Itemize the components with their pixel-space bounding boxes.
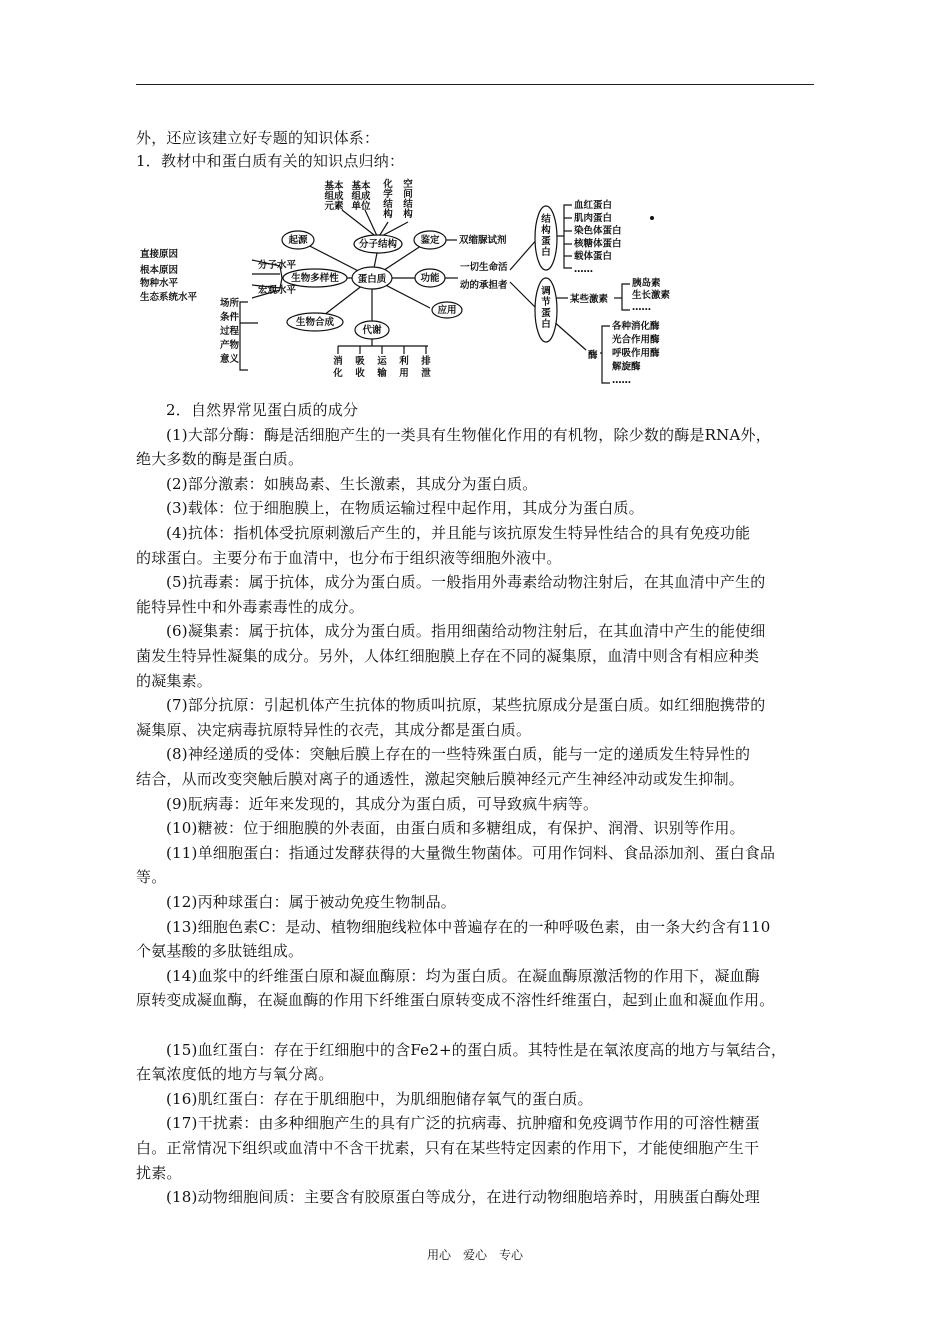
enzyme-item-5: …… (612, 375, 631, 386)
footer-slogan: 用心 爱心 专心 (426, 1248, 523, 1262)
metabolism-column-3: 运 (377, 356, 387, 367)
bearer-line-1: 一切生命活 (460, 262, 508, 273)
identify-label: 鉴定 (420, 235, 440, 246)
structural-protein-label: 构 (541, 225, 551, 236)
synthesis-item-2: 条件 (220, 312, 240, 323)
some-hormones-label: 某些激素 (570, 294, 609, 305)
top-column-3: 构 (383, 209, 393, 220)
paragraph-1-line-1: 2．自然界常见蛋白质的成分 (166, 401, 359, 419)
top-column-3: 学 (383, 189, 393, 200)
top-column-2: 组成 (351, 191, 371, 202)
paragraph-16-line-1: (15)血红蛋白：存在于红细胞中的含Fe2+的蛋白质。其特性是在氧浓度高的地方与氧结合， (166, 1041, 787, 1059)
left-label-4: 生态系统水平 (140, 292, 198, 303)
structural-item-6: …… (574, 264, 593, 275)
paragraph-9-line-2: 结合，从而改变突触后膜对离子的通透性，激起突触后膜神经元产生神经冲动或发生抑制。 (136, 770, 745, 788)
enzyme-item-2: 光合作用酶 (612, 334, 660, 346)
structural-item-3: 染色体蛋白 (574, 225, 622, 237)
top-column-3: 结 (383, 199, 393, 210)
section-heading: 1．教材中和蛋白质有关的知识点归纳： (136, 152, 405, 170)
structural-item-4: 核糖体蛋白 (574, 238, 622, 250)
paragraph-6-line-2: 能特异性中和外毒素毒性的成分。 (136, 598, 365, 616)
regulatory-protein-label: 蛋 (541, 308, 551, 319)
structural-item-5: 载体蛋白 (574, 251, 613, 263)
protein-knowledge-diagram (140, 178, 680, 386)
enzyme-item-1: 各种消化酶 (612, 321, 660, 332)
metabolism-column-4: 用 (399, 368, 409, 379)
paragraph-7-line-3: 的凝集素。 (136, 672, 213, 690)
paragraph-14-line-1: (13)细胞色素C：是动、植物细胞线粒体中普遍存在的一种呼吸色素，由一条大约含有110 (166, 918, 771, 936)
paragraph-16-line-2: 在氧浓度低的地方与氧分离。 (136, 1065, 334, 1083)
structural-item-2: 肌肉蛋白 (574, 212, 613, 224)
hormone-item-2: 生长激素 (632, 290, 671, 301)
reagent-label: 双缩脲试剂 (459, 235, 507, 246)
structural-protein-label: 蛋 (541, 236, 551, 247)
paragraph-17-line-1: (16)肌红蛋白：存在于肌细胞中，为肌细胞储存氧气的蛋白质。 (166, 1090, 593, 1108)
paragraph-12-line-1: (11)单细胞蛋白：指通过发酵获得的大量微生物菌体。可用作饲料、食品添加剂、蛋白食品 (166, 844, 776, 862)
paragraph-13-line-1: (12)丙种球蛋白：属于被动免疫生物制品。 (166, 893, 456, 911)
paragraph-8-line-1: (7)部分抗原：引起机体产生抗体的物质叫抗原，某些抗原成分是蛋白质。如红细胞携带的 (166, 696, 766, 714)
paragraph-5-line-2: 的球蛋白。主要分布于血清中，也分布于组织液等细胞外液中。 (136, 549, 562, 567)
metabolism-column-3: 输 (377, 368, 387, 379)
metabolism-column-1: 消 (333, 356, 343, 367)
top-column-2: 单位 (351, 201, 371, 212)
header-rule (136, 84, 814, 85)
paragraph-15-line-1: (14)血浆中的纤维蛋白原和凝血酶原：均为蛋白质。在凝血酶原激活物的作用下，凝血酶 (166, 967, 760, 985)
origin-label: 起源 (288, 235, 308, 246)
top-column-2: 基本 (351, 181, 371, 192)
top-column-4: 空 (403, 179, 413, 190)
bearer-line-2: 动的承担者 (460, 280, 508, 291)
enzyme-item-3: 呼吸作用酶 (612, 348, 660, 359)
synthesis-item-3: 过程 (220, 326, 240, 337)
paragraph-18-line-2: 白。正常情况下组织或血清中不含干扰素，只有在某些特定因素的作用下，才能使细胞产生干 (136, 1139, 760, 1157)
molecular-structure-label: 分子结构 (358, 239, 398, 250)
synthesis-item-1: 场所 (220, 298, 240, 309)
left-label-2: 根本原因 (140, 265, 179, 276)
paragraph-7-line-1: (6)凝集素：属于抗体，成分为蛋白质。指用细菌给动物注射后，在其血清中产生的能使细 (166, 622, 766, 640)
application-label: 应用 (437, 305, 457, 316)
top-column-1: 组成 (324, 191, 344, 202)
top-column-4: 结 (403, 199, 413, 210)
metabolism-column-5: 排 (421, 356, 431, 367)
center-protein-label: 蛋白质 (357, 274, 387, 285)
function-label: 功能 (420, 273, 440, 284)
metabolism-column-4: 利 (399, 356, 409, 367)
metabolism-column-2: 吸 (355, 356, 365, 367)
regulatory-protein-label: 白 (541, 319, 551, 330)
paragraph-12-line-2: 等。 (136, 868, 167, 886)
hormone-item-1: 胰岛素 (632, 278, 661, 289)
left-label-3: 物种水平 (140, 278, 179, 289)
structural-protein-label: 结 (541, 214, 551, 225)
paragraph-18-line-1: (17)干扰素：由多种细胞产生的具有广泛的抗病毒、抗肿瘤和免疫调节作用的可溶性糖蛋 (166, 1114, 760, 1132)
paragraph-5-line-1: (4)抗体：指机体受抗原刺激后产生的，并且能与该抗原发生特异性结合的具有免疫功能 (166, 524, 751, 542)
paragraph-2-line-2: 绝大多数的酶是蛋白质。 (136, 450, 304, 468)
top-column-4: 间 (403, 189, 413, 200)
left-label-1: 直接原因 (140, 249, 179, 260)
paragraph-2-line-1: (1)大部分酶：酶是活细胞产生的一类具有生物催化作用的有机物，除少数的酶是RNA外， (166, 426, 771, 444)
paragraph-8-line-2: 凝集原、决定病毒抗原特异性的衣壳，其成分都是蛋白质。 (136, 721, 532, 739)
paragraph-6-line-1: (5)抗毒素：属于抗体，成分为蛋白质。一般指用外毒素给动物注射后，在其血清中产生的 (166, 573, 766, 591)
paragraph-19-line-1: (18)动物细胞间质：主要含有胶原蛋白等成分，在进行动物细胞培养时，用胰蛋白酶处理 (166, 1188, 760, 1206)
paragraph-7-line-2: 菌发生特异性凝集的成分。另外，人体红细胞膜上存在不同的凝集原，血清中则含有相应种类 (136, 647, 760, 665)
top-column-1: 基本 (324, 181, 344, 192)
metabolism-column-5: 泄 (421, 368, 431, 379)
paragraph-4-line-1: (3)载体：位于细胞膜上，在物质运输过程中起作用，其成分为蛋白质。 (166, 499, 644, 517)
top-column-1: 元素 (324, 201, 344, 212)
regulatory-protein-label: 调 (541, 286, 551, 297)
enzyme-label: 酶 (588, 350, 598, 361)
biodiversity-label: 生物多样性 (291, 273, 339, 284)
paragraph-3-line-1: (2)部分激素：如胰岛素、生长激素，其成分为蛋白质。 (166, 475, 538, 493)
synthesis-item-4: 产物 (220, 340, 240, 351)
hormone-item-3: …… (632, 302, 651, 313)
molecular-level-label: 分子水平 (258, 260, 297, 271)
paragraph-9-line-1: (8)神经递质的受体：突触后膜上存在的一些特殊蛋白质，能与一定的递质发生特异性的 (166, 745, 751, 763)
paragraph-14-line-2: 个氨基酸的多肽链组成。 (136, 942, 304, 960)
top-column-3: 化 (383, 179, 393, 190)
structural-protein-label: 白 (541, 247, 551, 258)
paragraph-15-line-2: 原转变成凝血酶，在凝血酶的作用下纤维蛋白原转变成不溶性纤维蛋白，起到止血和凝血作用。 (136, 991, 775, 1009)
paragraph-11-line-1: (10)糖被：位于细胞膜的外表面，由蛋白质和多糖组成，有保护、润滑、识别等作用。 (166, 819, 745, 837)
top-column-4: 构 (403, 209, 413, 220)
paragraph-10-line-1: (9)朊病毒：近年来发现的，其成分为蛋白质，可导致疯牛病等。 (166, 795, 599, 813)
regulatory-protein-label: 节 (541, 297, 551, 308)
structural-item-1: 血红蛋白 (574, 200, 613, 211)
metabolism-column-2: 收 (355, 368, 365, 379)
metabolism-label: 代谢 (362, 325, 382, 336)
synthesis-item-5: 意义 (220, 354, 240, 365)
enzyme-item-4: 解旋酶 (612, 361, 641, 373)
intro-line: 外，还应该建立好专题的知识体系： (136, 129, 380, 147)
paragraph-18-line-3: 扰素。 (136, 1164, 182, 1182)
macro-level-label: 宏观水平 (258, 285, 297, 296)
metabolism-column-1: 化 (333, 368, 343, 379)
synthesis-label: 生物合成 (295, 317, 335, 328)
